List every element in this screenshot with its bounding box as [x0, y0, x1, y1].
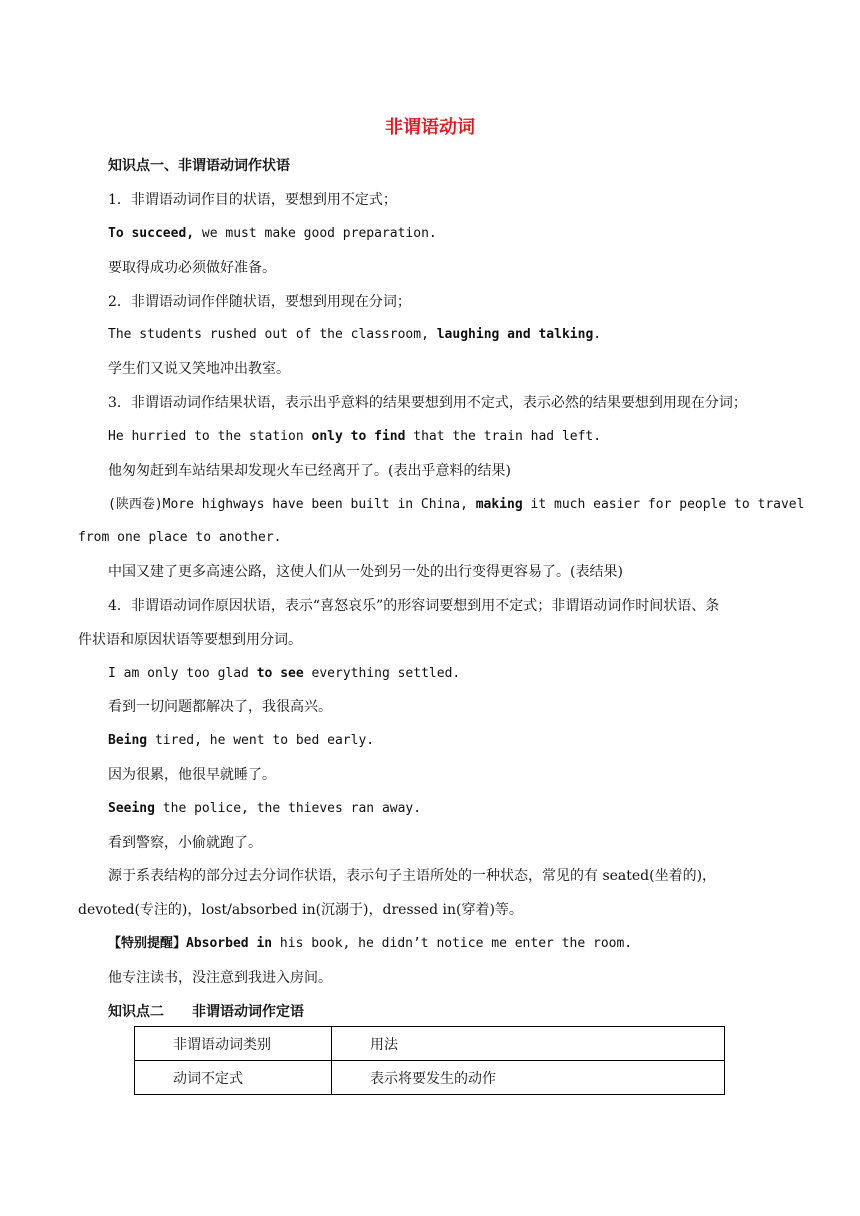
example-5-start: I am only too glad	[108, 666, 257, 681]
example-5-end: everything settled.	[303, 666, 461, 681]
special-note-key: 【特别提醒】Absorbed in	[108, 936, 273, 951]
rule-5-line-2: devoted(专注的)，lost/absorbed in(沉溺于)，dressed in(穿着)等。	[78, 902, 523, 918]
example-5-key: to see	[256, 666, 304, 681]
section-heading-2: 知识点二 非谓语动词作定语	[108, 1004, 304, 1020]
translation-5: 看到一切问题都解决了，我很高兴。	[108, 699, 332, 715]
page-title: 非谓语动词	[385, 117, 475, 138]
rule-4-line-2: 件状语和原因状语等要想到用分词。	[78, 632, 302, 648]
example-6	[108, 731, 782, 751]
rule-4-line-1: 4．非谓语动词作原因状语，表示“喜怒哀乐”的形容词要想到用不定式；非谓语动词作时间状语、条	[108, 598, 720, 614]
example-5	[108, 664, 782, 684]
example-6-rest: tired, he went to bed early.	[147, 733, 375, 748]
rule-1: 1．非谓语动词作目的状语，要想到用不定式；	[108, 192, 397, 208]
translation-3: 他匆匆赶到车站结果却发现火车已经离开了。(表出乎意料的结果)	[108, 463, 511, 479]
example-2-start: The students rushed out of the classroom,	[108, 327, 437, 342]
example-4-key: making	[475, 497, 523, 512]
example-3	[108, 427, 782, 447]
table-row	[135, 1027, 725, 1061]
usage-table	[134, 1026, 725, 1095]
translation-2: 学生们又说又笑地冲出教室。	[108, 361, 290, 377]
example-2-end: .	[593, 327, 602, 342]
translation-6: 因为很累，他很早就睡了。	[108, 767, 276, 783]
example-1-key: To succeed,	[108, 226, 195, 241]
example-4-end: it much easier for people to travel	[522, 497, 805, 512]
example-4-line-1	[108, 495, 805, 515]
translation-4: 中国又建了更多高速公路，这使人们从一处到另一处的出行变得更容易了。(表结果)	[108, 564, 623, 580]
section-heading-1: 知识点一、非谓语动词作状语	[108, 158, 290, 174]
example-3-start: He hurried to the station	[108, 429, 312, 444]
rule-2: 2．非谓语动词作伴随状语，要想到用现在分词；	[108, 294, 411, 310]
example-7	[108, 799, 782, 819]
translation-1: 要取得成功必须做好准备。	[108, 260, 276, 276]
rule-3: 3．非谓语动词作结果状语，表示出乎意料的结果要想到用不定式，表示必然的结果要想到用现在分词；	[108, 395, 747, 411]
example-3-end: that the train had left.	[405, 429, 602, 444]
example-2	[108, 325, 782, 345]
table-header-category: 非谓语动词类别	[135, 1027, 332, 1061]
example-7-key: Seeing	[108, 801, 155, 816]
example-7-rest: the police, the thieves ran away.	[154, 801, 422, 816]
example-6-key: Being	[108, 733, 148, 748]
example-1	[108, 224, 782, 244]
translation-7: 看到警察，小偷就跑了。	[108, 835, 262, 851]
table-row	[135, 1061, 725, 1095]
special-note	[108, 934, 782, 954]
example-4-start: (陕西卷)More highways have been built in China,	[108, 497, 476, 512]
translation-8: 他专注读书，没注意到我进入房间。	[108, 970, 332, 986]
table-cell-category: 动词不定式	[135, 1061, 332, 1095]
example-3-key: only to find	[311, 429, 406, 444]
example-2-key: laughing and talking	[436, 327, 594, 342]
special-note-rest: his book, he didn’t notice me enter the room.	[272, 936, 633, 951]
table-cell-usage: 表示将要发生的动作	[332, 1061, 725, 1095]
example-4-line-2: from one place to another.	[78, 530, 282, 545]
rule-5-line-1: 源于系表结构的部分过去分词作状语，表示句子主语所处的一种状态，常见的有 seated(坐着的)，	[108, 868, 717, 884]
example-1-rest: we must make good preparation.	[194, 226, 437, 241]
table-header-usage: 用法	[332, 1027, 725, 1061]
